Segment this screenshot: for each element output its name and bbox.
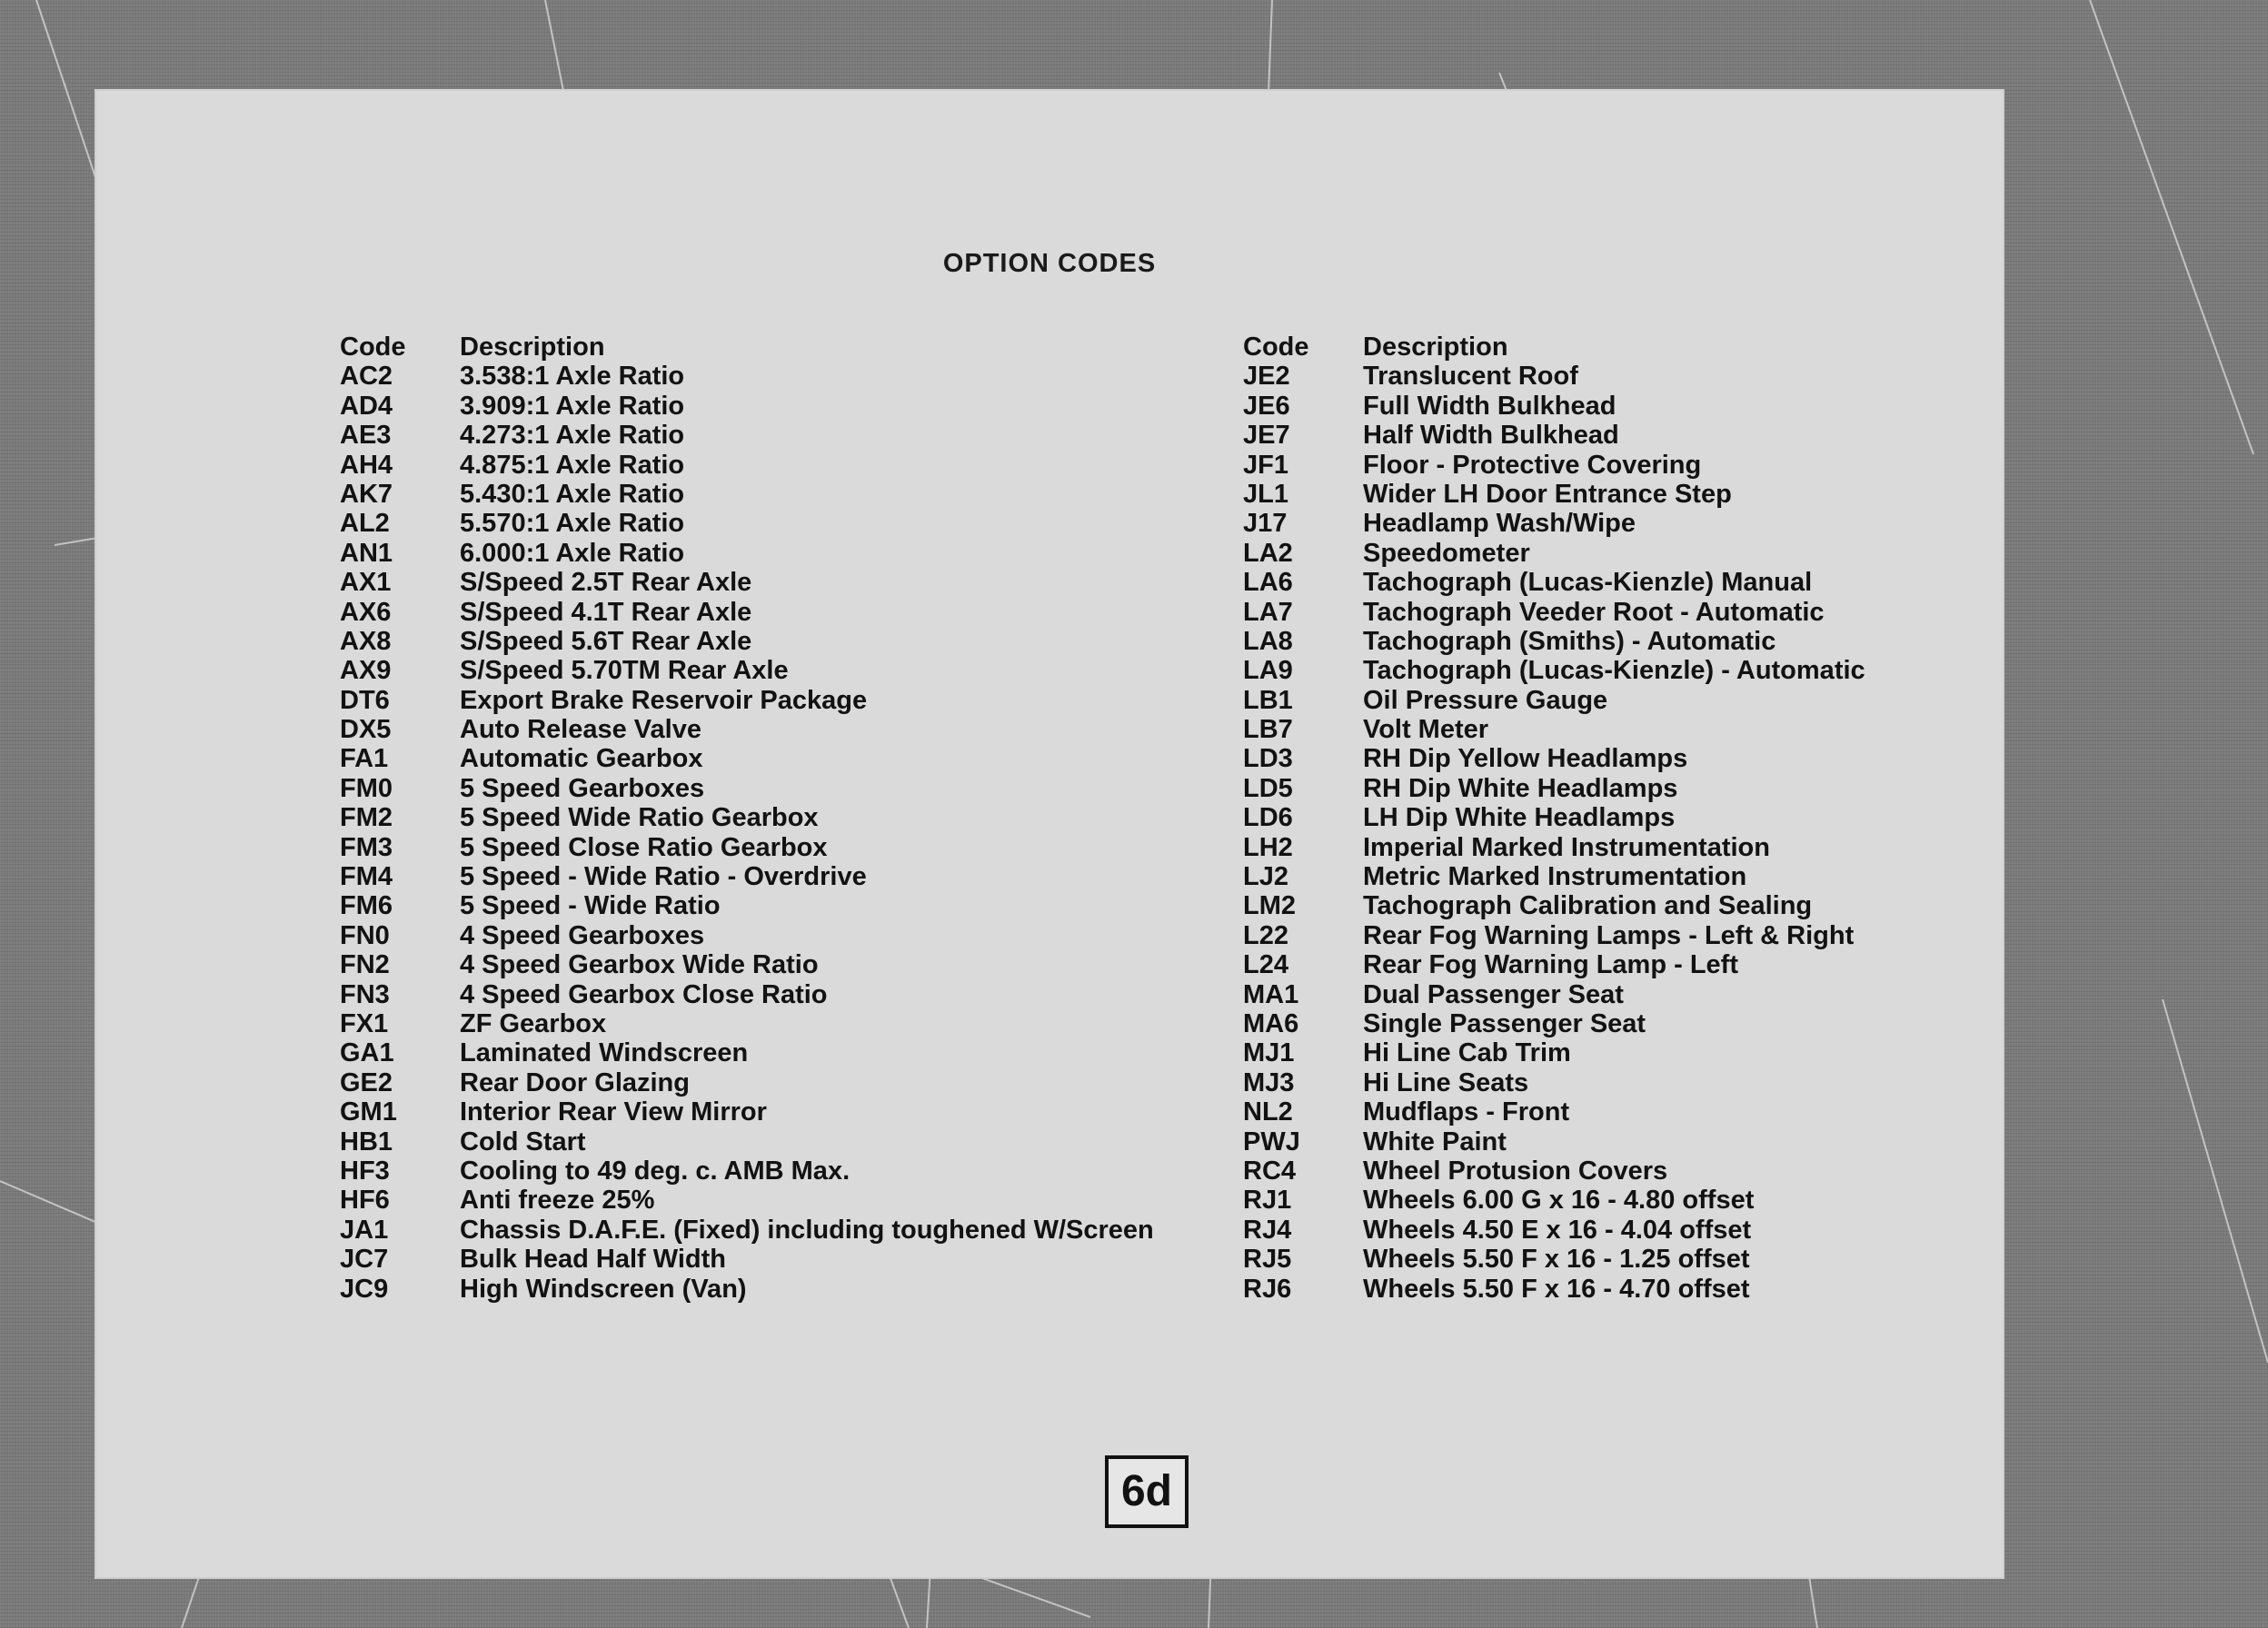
option-code-row — [340, 568, 1154, 597]
option-code-row — [1243, 715, 1865, 744]
option-description: LH Dip White Headlamps — [1363, 803, 1676, 833]
option-description: 4 Speed Gearbox Close Ratio — [460, 979, 828, 1009]
option-code-row — [340, 1127, 1154, 1156]
option-description: Bulk Head Half Width — [460, 1245, 726, 1275]
option-description: S/Speed 4.1T Rear Axle — [460, 597, 752, 627]
option-code-row — [1243, 686, 1865, 715]
option-description: S/Speed 2.5T Rear Axle — [460, 568, 752, 598]
option-code: MA1 — [1243, 979, 1299, 1009]
option-code-row — [1243, 803, 1865, 832]
option-code-row — [1243, 921, 1865, 950]
option-code: RC4 — [1243, 1156, 1297, 1186]
option-description: Rear Fog Warning Lamps - Left & Right — [1363, 920, 1855, 950]
option-description: Automatic Gearbox — [460, 744, 703, 774]
option-code: LJ2 — [1243, 862, 1288, 892]
option-description: Wheels 5.50 F x 16 - 4.70 offset — [1363, 1274, 1750, 1304]
option-description: Chassis D.A.F.E. (Fixed) including toughened W/Screen — [460, 1215, 1154, 1245]
option-code-row — [1243, 833, 1865, 862]
option-code: LB7 — [1243, 715, 1293, 745]
option-code: HF6 — [340, 1186, 390, 1216]
option-code: RJ1 — [1243, 1186, 1292, 1216]
option-code-row — [1243, 451, 1865, 480]
option-code: HF3 — [340, 1156, 390, 1186]
option-description: Volt Meter — [1363, 715, 1489, 745]
option-code-row — [340, 1275, 1154, 1304]
option-code: L22 — [1243, 920, 1288, 950]
option-code-row — [1243, 1275, 1865, 1304]
left-column-header — [340, 333, 1154, 362]
option-description: Full Width Bulkhead — [1363, 391, 1616, 421]
option-description: Half Width Bulkhead — [1363, 421, 1619, 451]
option-code-row — [340, 1245, 1154, 1274]
option-description: Speedometer — [1363, 538, 1530, 568]
option-code-row — [340, 744, 1154, 773]
option-description: 5 Speed - Wide Ratio — [460, 891, 721, 921]
option-code: AX6 — [340, 597, 392, 627]
option-codes-sheet — [94, 89, 2004, 1579]
option-code-row — [340, 539, 1154, 568]
option-code: FA1 — [340, 744, 389, 774]
option-code-row — [1243, 509, 1865, 538]
option-code-row — [340, 715, 1154, 744]
option-code: AL2 — [340, 509, 390, 539]
option-description: Single Passenger Seat — [1363, 1008, 1646, 1038]
option-code: GA1 — [340, 1038, 394, 1068]
option-code: JA1 — [340, 1215, 389, 1245]
option-code: JE2 — [1243, 362, 1290, 392]
option-code: MA6 — [1243, 1008, 1299, 1038]
option-description: Interior Rear View Mirror — [460, 1097, 767, 1127]
option-code: AN1 — [340, 538, 393, 568]
option-code: AD4 — [340, 391, 393, 421]
option-code: FN2 — [340, 950, 390, 980]
option-code: RJ6 — [1243, 1274, 1292, 1304]
option-code: JE6 — [1243, 391, 1290, 421]
option-description: 4.273:1 Axle Ratio — [460, 421, 685, 451]
option-code: FX1 — [340, 1008, 389, 1038]
option-code-row — [1243, 539, 1865, 568]
option-description: Translucent Roof — [1363, 362, 1578, 392]
option-code: AC2 — [340, 362, 393, 392]
option-code: LD5 — [1243, 773, 1293, 803]
option-description: 5 Speed Close Ratio Gearbox — [460, 832, 828, 862]
option-code: AE3 — [340, 421, 392, 451]
option-code-row — [340, 891, 1154, 920]
option-description: Floor - Protective Covering — [1363, 450, 1702, 480]
option-code-row — [1243, 1009, 1865, 1038]
option-code: LD3 — [1243, 744, 1293, 774]
option-code-row — [1243, 1068, 1865, 1097]
left-column — [340, 333, 1154, 1304]
option-code: MJ1 — [1243, 1038, 1295, 1068]
page-title: OPTION CODES — [942, 249, 1157, 278]
option-code-row — [1243, 1216, 1865, 1245]
option-code: LB1 — [1243, 685, 1293, 715]
option-description: 4.875:1 Axle Ratio — [460, 450, 685, 480]
option-code-row — [340, 921, 1154, 950]
option-description: 5 Speed Wide Ratio Gearbox — [460, 803, 819, 833]
option-description: Wheels 5.50 F x 16 - 1.25 offset — [1363, 1245, 1750, 1275]
option-description: Tachograph Veeder Root - Automatic — [1363, 597, 1825, 627]
option-description: Imperial Marked Instrumentation — [1363, 832, 1770, 862]
option-code: JF1 — [1243, 450, 1288, 480]
option-code-row — [1243, 598, 1865, 627]
option-code-row — [1243, 480, 1865, 509]
option-code: RJ4 — [1243, 1215, 1292, 1245]
option-description: Tachograph (Smiths) - Automatic — [1363, 626, 1776, 656]
option-description: ZF Gearbox — [460, 1008, 607, 1038]
option-code: AX1 — [340, 568, 392, 598]
option-description: S/Speed 5.6T Rear Axle — [460, 626, 752, 656]
option-code-row — [1243, 656, 1865, 685]
option-description: 4 Speed Gearbox Wide Ratio — [460, 950, 819, 980]
option-description: Wheel Protusion Covers — [1363, 1156, 1668, 1186]
option-code: PWJ — [1243, 1127, 1300, 1156]
option-code: GE2 — [340, 1067, 393, 1097]
option-description: S/Speed 5.70TM Rear Axle — [460, 656, 789, 686]
option-description: Rear Fog Warning Lamp - Left — [1363, 950, 1738, 980]
option-code-row — [340, 1156, 1154, 1186]
option-description: RH Dip White Headlamps — [1363, 773, 1678, 803]
description-header: Description — [1363, 333, 1508, 362]
option-code: LM2 — [1243, 891, 1296, 921]
option-code-row — [340, 1216, 1154, 1245]
option-code: LH2 — [1243, 832, 1293, 862]
option-description: Tachograph Calibration and Sealing — [1363, 891, 1813, 921]
option-code: AX8 — [340, 626, 392, 656]
option-code: FM4 — [340, 862, 393, 892]
code-header: Code — [1243, 333, 1309, 362]
option-code-row — [1243, 744, 1865, 773]
option-code-row — [340, 803, 1154, 832]
page-badge: 6d — [1105, 1455, 1189, 1528]
right-column-header — [1243, 333, 1865, 362]
option-description: RH Dip Yellow Headlamps — [1363, 744, 1688, 774]
option-code-row — [340, 598, 1154, 627]
option-description: Mudflaps - Front — [1363, 1097, 1570, 1127]
option-description: 5 Speed - Wide Ratio - Overdrive — [460, 862, 867, 892]
option-code: NL2 — [1243, 1097, 1293, 1127]
option-code-row — [1243, 421, 1865, 450]
option-code-row — [1243, 774, 1865, 803]
option-code: AH4 — [340, 450, 393, 480]
option-code-row — [1243, 1245, 1865, 1274]
option-code: GM1 — [340, 1097, 397, 1127]
option-code-row — [340, 862, 1154, 891]
code-header: Code — [340, 333, 406, 362]
option-description: Hi Line Cab Trim — [1363, 1038, 1571, 1068]
option-code-row — [340, 421, 1154, 450]
option-code-row — [340, 1038, 1154, 1067]
option-description: Export Brake Reservoir Package — [460, 685, 868, 715]
option-description: 3.909:1 Axle Ratio — [460, 391, 685, 421]
option-description: Tachograph (Lucas-Kienzle) - Automatic — [1363, 656, 1865, 686]
option-description: High Windscreen (Van) — [460, 1274, 747, 1304]
option-code-row — [340, 392, 1154, 421]
option-code-row — [1243, 568, 1865, 597]
option-code: JE7 — [1243, 421, 1290, 451]
option-code: LA9 — [1243, 656, 1293, 686]
option-description: 3.538:1 Axle Ratio — [460, 362, 685, 392]
option-code-row — [340, 950, 1154, 979]
option-code-row — [340, 980, 1154, 1009]
option-code-row — [340, 509, 1154, 538]
option-code: LA8 — [1243, 626, 1293, 656]
option-description: Rear Door Glazing — [460, 1067, 690, 1097]
option-code-row — [1243, 1186, 1865, 1215]
option-code: J17 — [1243, 509, 1288, 539]
option-code-row — [1243, 862, 1865, 891]
option-description: Wheels 6.00 G x 16 - 4.80 offset — [1363, 1186, 1755, 1216]
option-code: FN0 — [340, 920, 390, 950]
option-description: Auto Release Valve — [460, 715, 701, 745]
option-description: Wider LH Door Entrance Step — [1363, 479, 1732, 509]
option-code: LA7 — [1243, 597, 1293, 627]
option-code: LD6 — [1243, 803, 1293, 833]
option-code-row — [340, 362, 1154, 391]
option-code: HB1 — [340, 1127, 393, 1156]
option-code-row — [1243, 392, 1865, 421]
option-description: 5.430:1 Axle Ratio — [460, 479, 685, 509]
option-code-row — [340, 627, 1154, 656]
option-code-row — [1243, 362, 1865, 391]
option-description: 5 Speed Gearboxes — [460, 773, 705, 803]
option-code: JC9 — [340, 1274, 389, 1304]
option-description: Hi Line Seats — [1363, 1067, 1529, 1097]
option-code-row — [340, 1097, 1154, 1127]
option-description: White Paint — [1363, 1127, 1507, 1156]
option-code-row — [340, 833, 1154, 862]
option-code-row — [1243, 980, 1865, 1009]
option-code: AX9 — [340, 656, 392, 686]
option-code: FN3 — [340, 979, 390, 1009]
option-code-row — [1243, 891, 1865, 920]
option-code-row — [1243, 1156, 1865, 1186]
option-code: LA6 — [1243, 568, 1293, 598]
option-code-row — [1243, 950, 1865, 979]
option-code: JC7 — [340, 1245, 389, 1275]
description-header: Description — [460, 333, 605, 362]
option-code: LA2 — [1243, 538, 1293, 568]
option-code: MJ3 — [1243, 1067, 1295, 1097]
option-code-row — [340, 451, 1154, 480]
option-code: RJ5 — [1243, 1245, 1292, 1275]
option-description: Cooling to 49 deg. c. AMB Max. — [460, 1156, 850, 1186]
option-code-row — [340, 686, 1154, 715]
option-description: Cold Start — [460, 1127, 586, 1156]
option-code-row — [340, 480, 1154, 509]
option-description: 5.570:1 Axle Ratio — [460, 509, 685, 539]
option-code-row — [340, 774, 1154, 803]
option-code: JL1 — [1243, 479, 1288, 509]
option-code: AK7 — [340, 479, 393, 509]
option-code-row — [1243, 627, 1865, 656]
option-description: Tachograph (Lucas-Kienzle) Manual — [1363, 568, 1813, 598]
option-code: FM3 — [340, 832, 393, 862]
option-code: DX5 — [340, 715, 392, 745]
option-description: Headlamp Wash/Wipe — [1363, 509, 1636, 539]
option-code-row — [1243, 1038, 1865, 1067]
option-description: Metric Marked Instrumentation — [1363, 862, 1747, 892]
option-code-row — [1243, 1097, 1865, 1127]
option-code: L24 — [1243, 950, 1288, 980]
option-code: FM6 — [340, 891, 393, 921]
right-column — [1243, 333, 1865, 1304]
option-description: 4 Speed Gearboxes — [460, 920, 705, 950]
option-code-row — [340, 1068, 1154, 1097]
option-description: Oil Pressure Gauge — [1363, 685, 1608, 715]
option-code-row — [340, 1009, 1154, 1038]
option-code: FM0 — [340, 773, 393, 803]
option-code-row — [340, 1186, 1154, 1215]
option-code: FM2 — [340, 803, 393, 833]
option-description: Anti freeze 25% — [460, 1186, 655, 1216]
option-description: 6.000:1 Axle Ratio — [460, 538, 685, 568]
option-description: Laminated Windscreen — [460, 1038, 749, 1068]
option-code: DT6 — [340, 685, 390, 715]
option-code-row — [340, 656, 1154, 685]
option-description: Dual Passenger Seat — [1363, 979, 1624, 1009]
option-description: Wheels 4.50 E x 16 - 4.04 offset — [1363, 1215, 1752, 1245]
option-code-row — [1243, 1127, 1865, 1156]
